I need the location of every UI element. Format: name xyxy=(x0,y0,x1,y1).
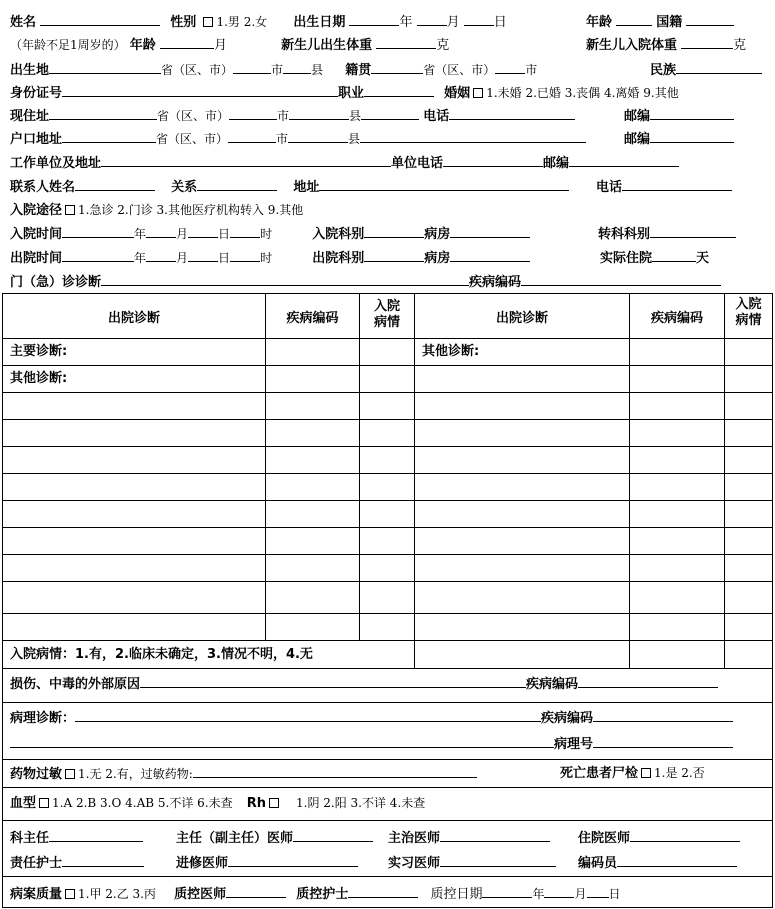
contact-phone-input[interactable] xyxy=(622,175,732,191)
main-diagnosis-label: 主要诊断: xyxy=(10,344,68,359)
id-label: 身份证号 xyxy=(10,86,63,101)
row-staff-1 xyxy=(10,826,143,849)
blood-options: 1.A 2.B 3.O 4.AB 5.不详 6.未查 xyxy=(52,796,233,810)
coder-label: 编码员 xyxy=(578,856,618,871)
hukou-detail-input[interactable] xyxy=(360,127,586,143)
chief-label: 主任（副主任）医师 xyxy=(176,831,294,846)
admit-ward-label: 病房 xyxy=(424,227,451,242)
col-header-condition xyxy=(360,299,414,331)
birth-month-input[interactable] xyxy=(417,10,447,26)
row-address-postcode xyxy=(624,104,734,127)
hukou-county-input[interactable] xyxy=(288,127,348,143)
stay-label: 实际住院 xyxy=(600,251,653,266)
admit-time-label: 入院时间 xyxy=(10,227,63,242)
birthplace-label: 出生地 xyxy=(10,63,50,78)
qc-day-unit: 日 xyxy=(608,887,621,901)
address-postcode-label: 邮编 xyxy=(624,109,651,124)
qc-nurse-input[interactable] xyxy=(348,882,418,898)
row-fellow xyxy=(176,851,358,874)
outpatient-label: 门（急）诊诊断 xyxy=(10,275,102,290)
address-county-input[interactable] xyxy=(289,104,349,120)
nurse-label: 责任护士 xyxy=(10,856,63,871)
quality-checkbox[interactable] xyxy=(65,889,75,899)
contact-phone-label: 电话 xyxy=(596,180,623,195)
address-phone-input[interactable] xyxy=(449,104,575,120)
city-unit-2: 市 xyxy=(525,63,538,77)
discharge-year-input[interactable] xyxy=(62,246,134,262)
marriage-options: 1.未婚 2.已婚 3.丧偶 4.离婚 9.其他 xyxy=(486,86,679,100)
chief-input[interactable] xyxy=(293,826,373,842)
row-blood xyxy=(10,792,425,815)
admit-hour-unit: 时 xyxy=(260,227,273,241)
nationality-label: 国籍 xyxy=(656,15,683,30)
contact-label: 联系人姓名 xyxy=(10,180,76,195)
other-diagnosis-label: 其他诊断: xyxy=(10,371,68,386)
row-resident xyxy=(578,826,740,849)
birthplace-province-input[interactable] xyxy=(49,58,161,74)
blood-checkbox[interactable] xyxy=(39,798,49,808)
province-unit: 省（区、市） xyxy=(161,63,234,77)
allergy-label: 药物过敏 xyxy=(10,767,63,782)
work-phone-label: 单位电话 xyxy=(391,156,444,171)
fellow-label: 进修医师 xyxy=(176,856,229,871)
infant-note: （年龄不足1周岁的） xyxy=(10,38,126,52)
quality-label: 病案质量 xyxy=(10,887,63,902)
col-header-diagnosis: 出院诊断 xyxy=(107,311,160,326)
row-allergy xyxy=(10,762,477,785)
qc-year-unit: 年 xyxy=(532,887,545,901)
row-name xyxy=(10,10,507,33)
allergy-input[interactable] xyxy=(193,762,477,778)
admission-condition-note xyxy=(10,643,313,666)
name-input[interactable] xyxy=(40,10,160,26)
sex-label: 性别 xyxy=(170,15,197,30)
allergy-checkbox[interactable] xyxy=(65,769,75,779)
row-address xyxy=(10,104,575,127)
work-input[interactable] xyxy=(101,151,391,167)
allergy-options: 1.无 2.有，过敏药物: xyxy=(78,767,193,781)
infant-age-input[interactable] xyxy=(160,33,214,49)
qc-date-label: 质控日期 xyxy=(430,887,483,902)
address-postcode-input[interactable] xyxy=(650,104,734,120)
cond-note-text: 入院病情：1.有，2.临床未确定，3.情况不明，4.无 xyxy=(10,647,313,662)
other-diagnosis-right-label: 其他诊断: xyxy=(422,344,480,359)
row-contact-phone xyxy=(596,175,732,198)
province-unit-3: 省（区、市） xyxy=(157,109,230,123)
quality-options: 1.甲 2.乙 3.丙 xyxy=(78,887,156,901)
row-transfer xyxy=(598,222,736,245)
infant-age-unit: 月 xyxy=(213,38,227,53)
row-birthplace xyxy=(10,58,537,81)
hukou-postcode-label: 邮编 xyxy=(624,132,651,147)
intern-label: 实习医师 xyxy=(388,856,441,871)
intern-input[interactable] xyxy=(440,851,556,867)
hukou-city-input[interactable] xyxy=(228,127,276,143)
hukou-label: 户口地址 xyxy=(10,132,63,147)
row-hukou-postcode xyxy=(624,127,734,150)
province-unit-2: 省（区、市） xyxy=(423,63,496,77)
row-quality xyxy=(10,882,621,905)
col-cond-2: 病情 xyxy=(373,315,400,330)
row-id xyxy=(10,81,679,104)
col-header-code: 疾病编码 xyxy=(286,311,339,326)
row-outpatient xyxy=(10,270,721,293)
pathology-input[interactable] xyxy=(75,706,541,722)
col-cond-1-right: 入院 xyxy=(735,297,762,312)
col-header-condition-right xyxy=(725,297,772,329)
work-postcode-input[interactable] xyxy=(569,151,679,167)
admit-month-unit: 月 xyxy=(176,227,189,241)
ethnicity-label: 民族 xyxy=(650,63,677,78)
discharge-year-unit: 年 xyxy=(134,251,147,265)
native-city-input[interactable] xyxy=(495,58,525,74)
row-hukou xyxy=(10,127,586,150)
stay-unit: 天 xyxy=(696,251,710,266)
row-pathology-2 xyxy=(10,732,733,755)
pathology-input-2[interactable] xyxy=(10,732,554,748)
row-coder xyxy=(578,851,737,874)
ethnicity-input[interactable] xyxy=(676,58,762,74)
qc-doctor-label: 质控医师 xyxy=(174,887,227,902)
nb-admit-weight-input[interactable] xyxy=(681,33,733,49)
id-input[interactable] xyxy=(62,81,338,97)
autopsy-checkbox[interactable] xyxy=(641,768,651,778)
admit-year-unit: 年 xyxy=(134,227,147,241)
row-discharge-time xyxy=(10,246,530,269)
city-unit-4: 市 xyxy=(276,132,289,146)
col-cond-1: 入院 xyxy=(373,299,400,314)
fellow-input[interactable] xyxy=(228,851,358,867)
discharge-hour-unit: 时 xyxy=(260,251,273,265)
native-label: 籍贯 xyxy=(345,63,372,78)
admit-year-input[interactable] xyxy=(62,222,134,238)
row-age xyxy=(586,10,734,33)
attending-label: 主治医师 xyxy=(388,831,441,846)
attending-input[interactable] xyxy=(440,826,550,842)
discharge-dept-input[interactable] xyxy=(364,246,424,262)
work-postcode-label: 邮编 xyxy=(543,156,570,171)
outpatient-code-label: 疾病编码 xyxy=(469,275,522,290)
autopsy-options: 1.是 2.否 xyxy=(654,766,705,780)
sex-options: 1.男 2.女 xyxy=(216,15,268,29)
admit-dept-input[interactable] xyxy=(364,222,424,238)
director-input[interactable] xyxy=(49,826,143,842)
row-attending xyxy=(388,826,550,849)
discharge-month-unit: 月 xyxy=(176,251,189,265)
row-work xyxy=(10,151,679,174)
pathology-no-input[interactable] xyxy=(593,732,733,748)
city-unit-3: 市 xyxy=(277,109,290,123)
nationality-input[interactable] xyxy=(686,10,734,26)
qc-month-unit: 月 xyxy=(574,887,587,901)
nb-admit-weight-label: 新生儿入院体重 xyxy=(586,38,678,53)
nurse-input[interactable] xyxy=(62,851,144,867)
age-label: 年龄 xyxy=(586,15,613,30)
injury-code-label: 疾病编码 xyxy=(526,677,579,692)
rh-label: Rh xyxy=(246,796,266,811)
admit-dept-label: 入院科别 xyxy=(312,227,365,242)
nb-birth-weight-input[interactable] xyxy=(376,33,436,49)
contact-input[interactable] xyxy=(75,175,155,191)
province-unit-4: 省（区、市） xyxy=(156,132,229,146)
qc-month-input[interactable] xyxy=(544,882,574,898)
route-checkbox[interactable] xyxy=(65,205,75,215)
qc-day-input[interactable] xyxy=(587,882,609,898)
hukou-province-input[interactable] xyxy=(62,127,156,143)
rh-options: 1.阴 2.阳 3.不详 4.未查 xyxy=(296,796,426,810)
qc-doctor-input[interactable] xyxy=(226,882,286,898)
discharge-month-input[interactable] xyxy=(146,246,176,262)
birthplace-city-input[interactable] xyxy=(233,58,271,74)
county-unit-3: 县 xyxy=(349,109,362,123)
row-nurse xyxy=(10,851,144,874)
work-phone-input[interactable] xyxy=(443,151,543,167)
address-label: 现住址 xyxy=(10,109,50,124)
infant-age-label: 年龄 xyxy=(129,38,156,53)
year-unit: 年 xyxy=(399,15,413,30)
row-contact xyxy=(10,175,569,198)
marriage-checkbox[interactable] xyxy=(473,88,483,98)
pathology-no-label: 病理号 xyxy=(554,737,594,752)
row-route xyxy=(10,199,303,222)
blood-label: 血型 xyxy=(10,796,37,811)
injury-label: 损伤、中毒的外部原因 xyxy=(10,677,141,692)
admit-hour-input[interactable] xyxy=(230,222,260,238)
contact-address-input[interactable] xyxy=(319,175,569,191)
hukou-postcode-input[interactable] xyxy=(650,127,734,143)
discharge-hour-input[interactable] xyxy=(230,246,260,262)
transfer-input[interactable] xyxy=(650,222,736,238)
contact-address-label: 地址 xyxy=(293,180,320,195)
route-label: 入院途径 xyxy=(10,203,63,218)
discharge-ward-label: 病房 xyxy=(424,251,451,266)
resident-input[interactable] xyxy=(630,826,740,842)
admit-month-input[interactable] xyxy=(146,222,176,238)
resident-label: 住院医师 xyxy=(578,831,631,846)
row-ethnicity xyxy=(650,58,762,81)
day-unit: 日 xyxy=(493,15,507,30)
pathology-label: 病理诊断： xyxy=(10,711,76,726)
admit-day-input[interactable] xyxy=(188,222,218,238)
row-stay xyxy=(600,246,709,269)
discharge-day-unit: 日 xyxy=(218,251,231,265)
rh-checkbox[interactable] xyxy=(269,798,279,808)
marriage-label: 婚姻 xyxy=(444,86,471,101)
qc-year-input[interactable] xyxy=(482,882,532,898)
col-header-code-right: 疾病编码 xyxy=(650,311,703,326)
row-intern xyxy=(388,851,556,874)
pathology-code-input[interactable] xyxy=(593,706,733,722)
name-label: 姓名 xyxy=(10,15,37,30)
nb-birth-weight-label: 新生儿出生体重 xyxy=(281,38,373,53)
autopsy-label: 死亡患者尸检 xyxy=(560,766,639,781)
transfer-label: 转科科别 xyxy=(598,227,651,242)
relation-input[interactable] xyxy=(197,175,277,191)
birthplace-county-input[interactable] xyxy=(283,58,311,74)
birth-year-input[interactable] xyxy=(349,10,399,26)
county-unit-4: 县 xyxy=(348,132,361,146)
col-cond-2-right: 病情 xyxy=(735,313,762,328)
discharge-day-input[interactable] xyxy=(188,246,218,262)
row-nb-admit xyxy=(586,33,746,56)
stay-input[interactable] xyxy=(652,246,696,262)
relation-label: 关系 xyxy=(171,180,198,195)
birth-label: 出生日期 xyxy=(293,15,346,30)
injury-code-input[interactable] xyxy=(578,672,718,688)
outpatient-input[interactable] xyxy=(101,270,469,286)
month-unit: 月 xyxy=(446,15,460,30)
work-label: 工作单位及地址 xyxy=(10,156,102,171)
outpatient-code-input[interactable] xyxy=(521,270,721,286)
qc-nurse-label: 质控护士 xyxy=(296,887,349,902)
address-city-input[interactable] xyxy=(229,104,277,120)
row-autopsy xyxy=(560,762,705,785)
sex-checkbox[interactable] xyxy=(203,17,213,27)
age-input[interactable] xyxy=(616,10,652,26)
pathology-code-label: 疾病编码 xyxy=(541,711,594,726)
occupation-label: 职业 xyxy=(338,86,365,101)
row-injury xyxy=(10,672,718,695)
director-label: 科主任 xyxy=(10,831,50,846)
row-pathology xyxy=(10,706,733,729)
coder-input[interactable] xyxy=(617,851,737,867)
row-admit-time xyxy=(10,222,530,245)
native-province-input[interactable] xyxy=(371,58,423,74)
row-chief xyxy=(176,826,373,849)
occupation-input[interactable] xyxy=(364,81,434,97)
route-options: 1.急诊 2.门诊 3.其他医疗机构转入 9.其他 xyxy=(78,203,304,217)
address-detail-input[interactable] xyxy=(361,104,419,120)
county-unit: 县 xyxy=(311,63,324,77)
birth-day-input[interactable] xyxy=(464,10,494,26)
admit-ward-input[interactable] xyxy=(450,222,530,238)
col-header-diagnosis-right: 出院诊断 xyxy=(495,311,548,326)
row-infant xyxy=(10,33,449,56)
address-province-input[interactable] xyxy=(49,104,157,120)
injury-input[interactable] xyxy=(140,672,526,688)
discharge-ward-input[interactable] xyxy=(450,246,530,262)
admit-day-unit: 日 xyxy=(218,227,231,241)
gram-unit-2: 克 xyxy=(733,38,747,53)
address-phone-label: 电话 xyxy=(423,109,450,124)
city-unit: 市 xyxy=(271,63,284,77)
discharge-dept-label: 出院科别 xyxy=(312,251,365,266)
gram-unit: 克 xyxy=(436,38,450,53)
discharge-time-label: 出院时间 xyxy=(10,251,63,266)
